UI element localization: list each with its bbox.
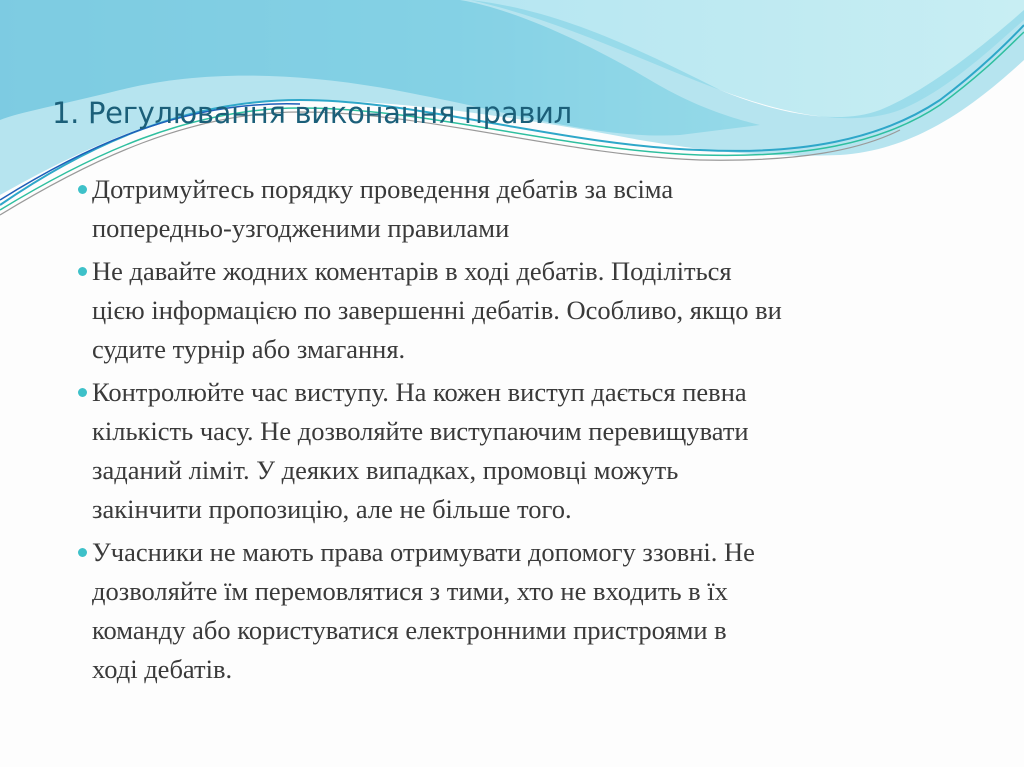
bullet-text-line: Не давайте жодних коментарів в ході дебатів. Поділіться xyxy=(92,256,732,286)
bullet-list xyxy=(62,170,992,693)
bullet-text-line: попередньо-узгодженими правилами xyxy=(92,213,510,243)
bullet-item xyxy=(62,533,992,689)
bullet-text-line: Учасники не мають права отримувати допомогу ззовні. Не xyxy=(92,537,755,567)
bullet-icon xyxy=(78,388,87,397)
bullet-text-line: команду або користуватися електронними пристроями в xyxy=(92,615,727,645)
bullet-icon xyxy=(78,267,87,276)
bullet-text-line: Дотримуйтесь порядку проведення дебатів за всіма xyxy=(92,174,674,204)
bullet-text-line: заданий ліміт. У деяких випадках, промовці можуть xyxy=(92,455,679,485)
bullet-text-line: кількість часу. Не дозволяйте виступаючим перевищувати xyxy=(92,416,749,446)
bullet-text-line: закінчити пропозицію, але не більше того. xyxy=(92,494,572,524)
slide-title: 1. Регулювання виконання правил xyxy=(52,96,572,130)
bullet-icon xyxy=(78,548,87,557)
bullet-text-line: цією інформацією по завершенні дебатів. Особливо, якщо ви xyxy=(92,295,782,325)
bullet-item xyxy=(62,373,992,529)
bullet-item xyxy=(62,170,992,248)
bullet-text-line: судите турнір або змагання. xyxy=(92,334,406,364)
bullet-text-line: ході дебатів. xyxy=(92,654,233,684)
bullet-icon xyxy=(78,185,87,194)
bullet-text-line: дозволяйте їм перемовлятися з тими, хто не входить в їх xyxy=(92,576,728,606)
bullet-text-line: Контролюйте час виступу. На кожен виступ дається певна xyxy=(92,377,747,407)
bullet-item xyxy=(62,252,992,369)
